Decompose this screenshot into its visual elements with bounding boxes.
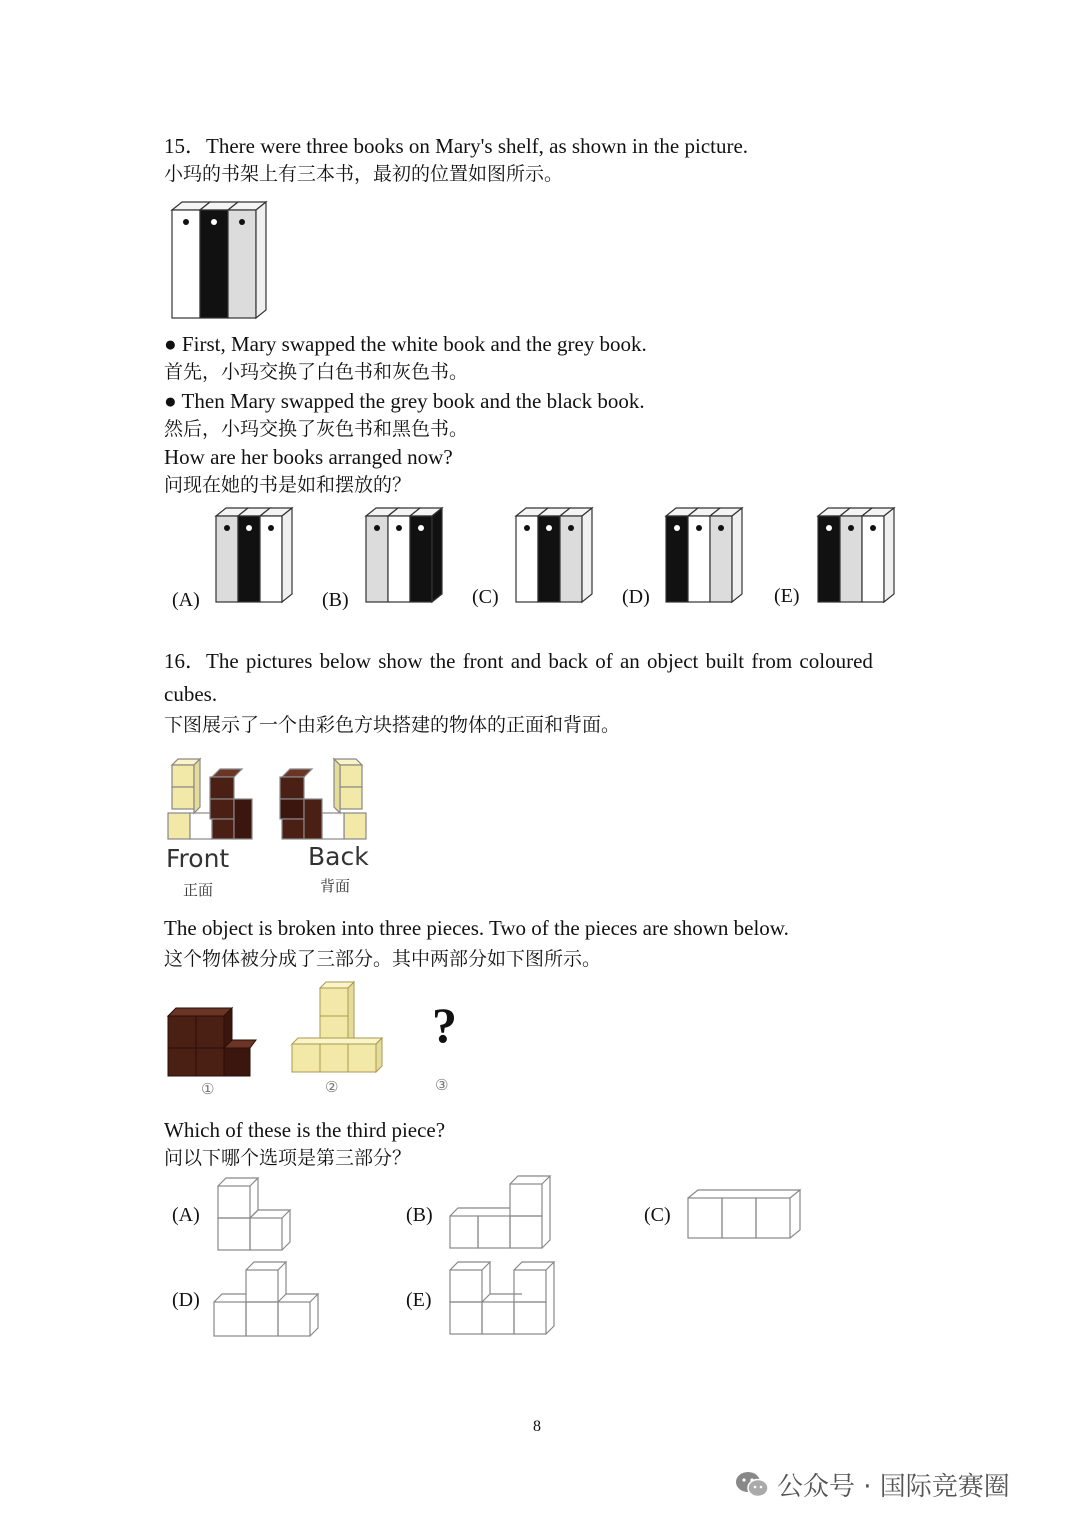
book-dot — [396, 525, 402, 531]
book-dot — [268, 525, 274, 531]
book-dot — [674, 525, 680, 531]
q16-stem-en-line2: cubes. — [164, 682, 218, 706]
q16-piece-2-label: ② — [325, 1078, 339, 1096]
page-number: 8 — [533, 1418, 541, 1435]
watermark-text: 公众号 · 国际竞赛圈 — [777, 1472, 1010, 1502]
q16-option-d-figure — [212, 1260, 324, 1342]
book-dot — [374, 525, 380, 531]
q16-front-view — [164, 755, 256, 841]
q15-option-a-label: (A) — [172, 589, 200, 611]
book-dot — [418, 525, 424, 531]
q15-initial-books-figure — [170, 200, 270, 320]
q15-question-cn: 问现在她的书是如和摆放的？ — [164, 474, 412, 496]
q15-option-e-label: (E) — [774, 585, 800, 607]
q15-option-c-figure — [514, 506, 596, 606]
wechat-icon — [735, 1471, 769, 1499]
q15-stem-en: 15．There were three books on Mary's shelf, as shown in the picture. — [164, 134, 749, 158]
book-dot — [239, 219, 245, 225]
q16-piece-3-label: ③ — [435, 1076, 449, 1094]
q15-step1-en: ● First, Mary swapped the white book and the grey book. — [164, 332, 647, 356]
q16-piece-2 — [290, 982, 384, 1074]
q15-option-d-figure — [664, 506, 746, 606]
book-dot — [546, 525, 552, 531]
q16-back-label-cn: 背面 — [320, 877, 351, 895]
book-dot — [224, 525, 230, 531]
q15-question-en: How are her books arranged now? — [164, 445, 453, 469]
q16-question-en: Which of these is the third piece? — [164, 1118, 446, 1142]
q16-option-a-figure — [214, 1174, 294, 1254]
q16-option-e-label: (E) — [406, 1289, 432, 1311]
q16-piece-3-unknown: ? — [432, 997, 457, 1053]
q15-option-d-label: (D) — [622, 586, 650, 608]
q16-stem-en-line1: 16．The pictures below show the front and back of an object built from coloured — [164, 649, 873, 673]
book-dot — [826, 525, 832, 531]
book-dot — [848, 525, 854, 531]
q16-piece-1 — [164, 1008, 260, 1080]
q16-option-c-figure — [686, 1188, 804, 1244]
book-spine — [172, 210, 200, 318]
q15-step2-en: ● Then Mary swapped the grey book and the black book. — [164, 389, 645, 413]
book-spine — [228, 210, 256, 318]
book-side — [432, 508, 442, 602]
q15-step2-cn: 然后，小玛交换了灰色书和黑色书。 — [164, 418, 469, 440]
q16-option-e-figure — [448, 1258, 560, 1340]
book-dot — [524, 525, 530, 531]
book-dot — [568, 525, 574, 531]
q16-back-label-en: Back — [308, 842, 369, 871]
book-side — [256, 202, 266, 318]
q16-front-label-en: Front — [166, 844, 230, 873]
watermark — [735, 1466, 1010, 1503]
q16-stem-cn: 下图展示了一个由彩色方块搭建的物体的正面和背面。 — [164, 714, 621, 736]
q16-option-b-figure — [448, 1172, 558, 1252]
q16-option-d-label: (D) — [172, 1289, 200, 1311]
book-side — [732, 508, 742, 602]
q16-option-b-label: (B) — [406, 1204, 433, 1226]
q16-question-cn: 问以下哪个选项是第三部分？ — [164, 1147, 412, 1169]
book-dot — [183, 219, 189, 225]
book-dot — [696, 525, 702, 531]
q16-broken-cn: 这个物体被分成了三部分。其中两部分如下图所示。 — [164, 948, 602, 970]
q15-option-b-figure — [364, 506, 446, 606]
q15-option-c-label: (C) — [472, 586, 499, 608]
q15-step1-cn: 首先，小玛交换了白色书和灰色书。 — [164, 361, 469, 383]
q15-stem-cn: 小玛的书架上有三本书，最初的位置如图所示。 — [164, 163, 564, 185]
book-dot — [718, 525, 724, 531]
q16-option-a-label: (A) — [172, 1204, 200, 1226]
q16-piece-1-label: ① — [201, 1080, 215, 1098]
book-dot — [870, 525, 876, 531]
book-dot — [211, 219, 217, 225]
q16-option-c-label: (C) — [644, 1204, 671, 1226]
book-dot — [246, 525, 252, 531]
q15-option-b-label: (B) — [322, 589, 349, 611]
q15-option-e-figure — [816, 506, 898, 606]
book-side — [582, 508, 592, 602]
book-side — [282, 508, 292, 602]
q16-broken-en: The object is broken into three pieces. Two of the pieces are shown below. — [164, 916, 789, 940]
book-spine — [200, 210, 228, 318]
book-side — [884, 508, 894, 602]
q16-back-view — [278, 755, 370, 841]
q16-front-label-cn: 正面 — [183, 881, 214, 899]
q15-option-a-figure — [214, 506, 296, 606]
